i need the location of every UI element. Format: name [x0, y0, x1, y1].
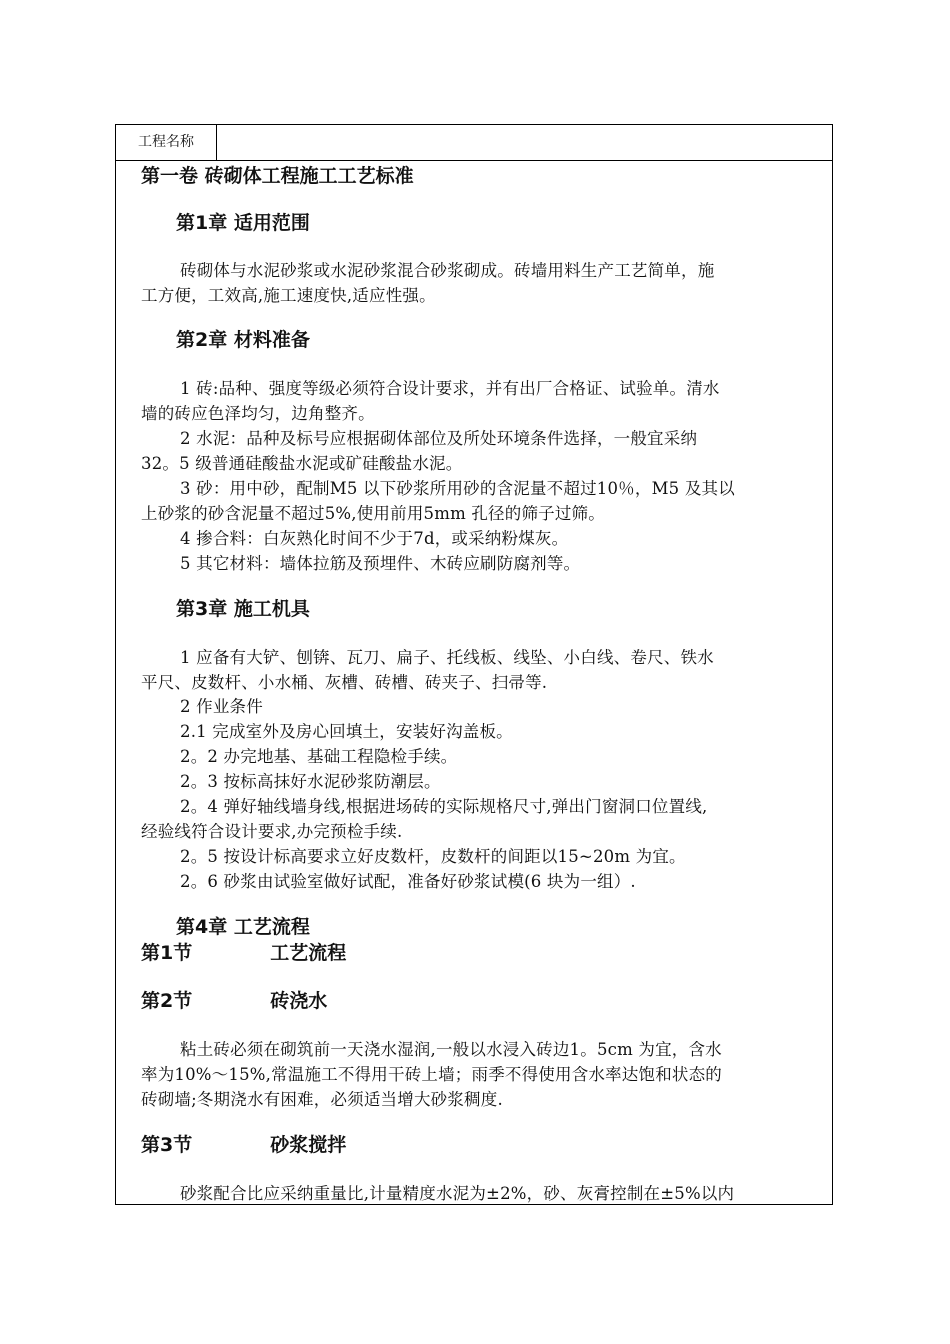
- paragraph-line: 砖砌体与水泥砂浆或水泥砂浆混合砂浆砌成。砖墙用料生产工艺简单，施: [180, 261, 715, 280]
- paragraph-line: 1 砖:品种、强度等级必须符合设计要求，并有出厂合格证、试验单。清水: [180, 379, 720, 398]
- paragraph-line: 2。5 按设计标高要求立好皮数杆，皮数杆的间距以15~20m 为宜。: [180, 847, 686, 866]
- paragraph-line: 32。5 级普通硅酸盐水泥或矿硅酸盐水泥。: [141, 454, 463, 473]
- paragraph-line: 2。4 弹好轴线墙身线,根据进场砖的实际规格尺寸,弹出门窗洞口位置线,: [180, 797, 708, 816]
- section-number: 第3节: [141, 1134, 193, 1156]
- section-heading: [141, 1133, 346, 1158]
- section-title: 砖浇水: [270, 990, 328, 1012]
- paragraph-line: 上砂浆的砂含泥量不超过5%,使用前用5mm 孔径的筛子过筛。: [141, 504, 605, 523]
- paragraph-line: 粘土砖必须在砌筑前一天浇水湿润,一般以水浸入砖边1。5cm 为宜，含水: [180, 1040, 722, 1059]
- project-name-label: 工程名称: [116, 125, 217, 160]
- paragraph-line: 5 其它材料：墙体拉筋及预埋件、木砖应刷防腐剂等。: [180, 554, 581, 573]
- section-title: 砂浆搅拌: [270, 1134, 347, 1156]
- project-name-value: [217, 125, 832, 160]
- paragraph-line: 率为10%～15%,常温施工不得用干砖上墙；雨季不得使用含水率达饱和状态的: [141, 1065, 722, 1084]
- section-number: 第2节: [141, 990, 193, 1012]
- paragraph-line: 经验线符合设计要求,办完预检手续.: [141, 822, 403, 841]
- document-body: [116, 161, 832, 1204]
- chapter-title: 第3章 施工机具: [176, 598, 310, 620]
- paragraph-line: 平尺、皮数杆、小水桶、灰槽、砖槽、砖夹子、扫帚等.: [141, 673, 548, 692]
- paragraph-line: 砂浆配合比应采纳重量比,计量精度水泥为±2%，砂、灰膏控制在±5%以内: [180, 1184, 735, 1203]
- section-heading: [141, 989, 327, 1014]
- paragraph-line: 1 应备有大铲、刨锛、瓦刀、扁子、托线板、线坠、小白线、卷尺、铁水: [180, 648, 714, 667]
- paragraph-line: 2。6 砂浆由试验室做好试配，准备好砂浆试模(6 块为一组）.: [180, 872, 636, 891]
- paragraph-line: 2 水泥：品种及标号应根据砌体部位及所处环境条件选择，一般宜采纳: [180, 429, 698, 448]
- chapter-title: 第4章 工艺流程: [176, 916, 310, 938]
- paragraph-line: 2.1 完成室外及房心回填土，安装好沟盖板。: [180, 722, 513, 741]
- paragraph-line: 墙的砖应色泽均匀，边角整齐。: [141, 404, 375, 423]
- chapter-title: 第2章 材料准备: [176, 329, 310, 351]
- section-title: 工艺流程: [270, 942, 347, 964]
- header-row: [116, 125, 832, 161]
- paragraph-line: 2 作业条件: [180, 697, 263, 716]
- paragraph-line: 砖砌墙;冬期浇水有困难，必须适当增大砂浆稠度.: [141, 1090, 503, 1109]
- volume-title: 第一卷 砖砌体工程施工工艺标准: [141, 165, 414, 187]
- paragraph-line: 2。3 按标高抹好水泥砂浆防潮层。: [180, 772, 441, 791]
- section-number: 第1节: [141, 942, 193, 964]
- paragraph-line: 2。2 办完地基、基础工程隐检手续。: [180, 747, 458, 766]
- paragraph-line: 工方便，工效高,施工速度快,适应性强。: [141, 286, 436, 305]
- document-frame: [115, 124, 833, 1205]
- paragraph-line: 3 砂：用中砂，配制M5 以下砂浆所用砂的含泥量不超过10％，M5 及其以: [180, 479, 735, 498]
- paragraph-line: 4 掺合料：白灰熟化时间不少于7d，或采纳粉煤灰。: [180, 529, 569, 548]
- section-heading: [141, 941, 346, 966]
- chapter-title: 第1章 适用范围: [176, 212, 310, 234]
